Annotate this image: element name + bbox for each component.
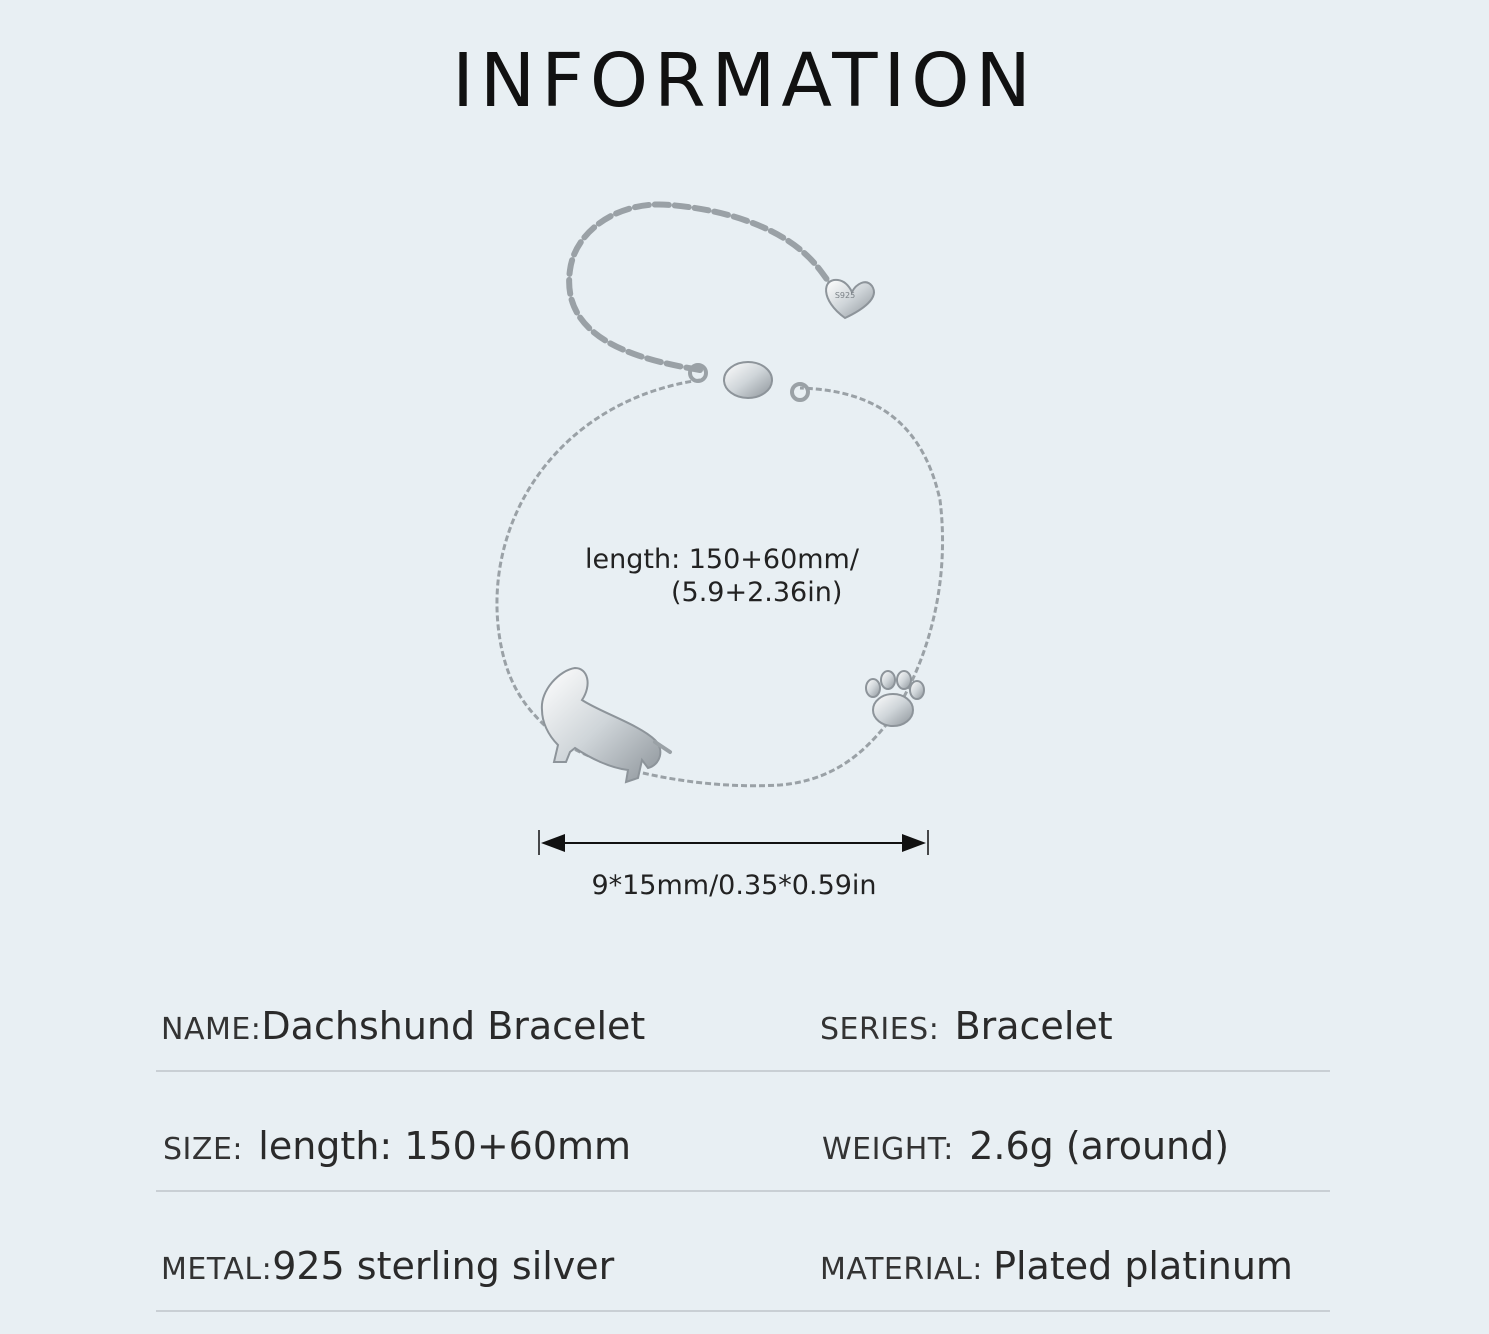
spec-row-name	[156, 950, 1330, 1072]
svg-text:S925: S925	[834, 291, 856, 300]
spec-value: 2.6g (around)	[969, 1124, 1230, 1168]
spec-label: METAL:	[161, 1252, 273, 1287]
length-line2: (5.9+2.36in)	[671, 577, 843, 608]
spec-label: NAME:	[161, 1012, 262, 1047]
clasp	[690, 362, 808, 400]
extender-chain	[569, 204, 845, 370]
spec-row-metal	[156, 1190, 1330, 1312]
spec-value: length: 150+60mm	[258, 1124, 632, 1168]
page-title: INFORMATION	[452, 38, 1037, 124]
spec-label: SIZE:	[163, 1132, 244, 1167]
spec-row-size	[156, 1070, 1330, 1192]
spec-label: SERIES:	[820, 1012, 940, 1047]
dachshund-charm	[542, 668, 670, 782]
spec-value: Plated platinum	[993, 1244, 1293, 1288]
heart-tag	[826, 280, 874, 318]
spec-value: 925 sterling silver	[272, 1244, 615, 1288]
dimension-arrow	[539, 830, 928, 855]
charm-size-label: 9*15mm/0.35*0.59in	[591, 870, 877, 901]
spec-label: MATERIAL:	[820, 1252, 983, 1287]
length-line1: length: 150+60mm/	[585, 544, 859, 575]
spec-value: Bracelet	[954, 1004, 1113, 1048]
paw-charm	[866, 671, 924, 726]
spec-label: WEIGHT:	[822, 1132, 954, 1167]
length-callout	[585, 543, 859, 609]
spec-value: Dachshund Bracelet	[261, 1004, 646, 1048]
